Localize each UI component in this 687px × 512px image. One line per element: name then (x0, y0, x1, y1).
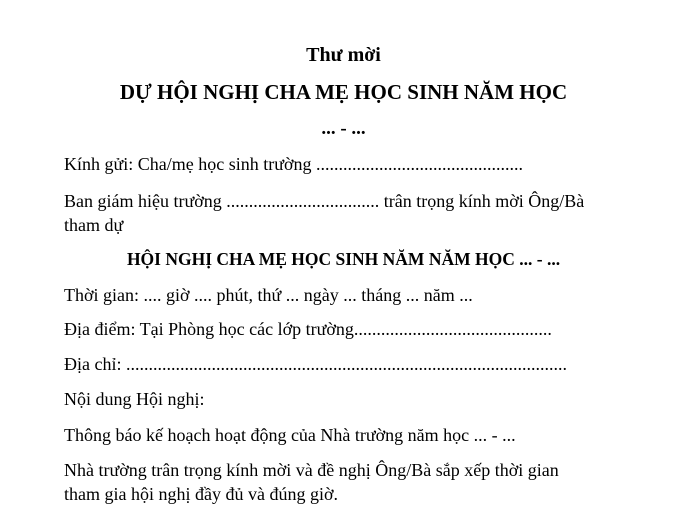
address-line: Địa chỉ: .................................................................................................. (64, 354, 567, 374)
invitation-line-2: tham dự (64, 215, 124, 235)
conference-title: HỘI NGHỊ CHA MẸ HỌC SINH NĂM NĂM HỌC ... - ... (126, 249, 561, 269)
agenda-item: Thông báo kế hoạch hoạt động của Nhà trường năm học ... - ... (64, 425, 516, 445)
document-heading-year: ... - ... (321, 118, 366, 139)
agenda-label: Nội dung Hội nghị: (64, 389, 205, 409)
closing-line-2: tham gia hội nghị đầy đủ và đúng giờ. (64, 484, 338, 504)
time-line: Thời gian: .... giờ .... phút, thứ ... ngày ... tháng ... năm ... (64, 285, 473, 305)
closing-line-1: Nhà trường trân trọng kính mời và đề nghị Ông/Bà sắp xếp thời gian (64, 460, 559, 480)
invitation-line-1: Ban giám hiệu trường .................................. trân trọng kính mời Ông/Bà (64, 191, 585, 211)
document-heading: DỰ HỘI NGHỊ CHA MẸ HỌC SINH NĂM HỌC (119, 80, 568, 104)
document-title: Thư mời (306, 44, 381, 66)
recipient-line: Kính gửi: Cha/mẹ học sinh trường .............................................. (64, 154, 524, 174)
location-line: Địa điểm: Tại Phòng học các lớp trường............................................ (64, 319, 552, 339)
